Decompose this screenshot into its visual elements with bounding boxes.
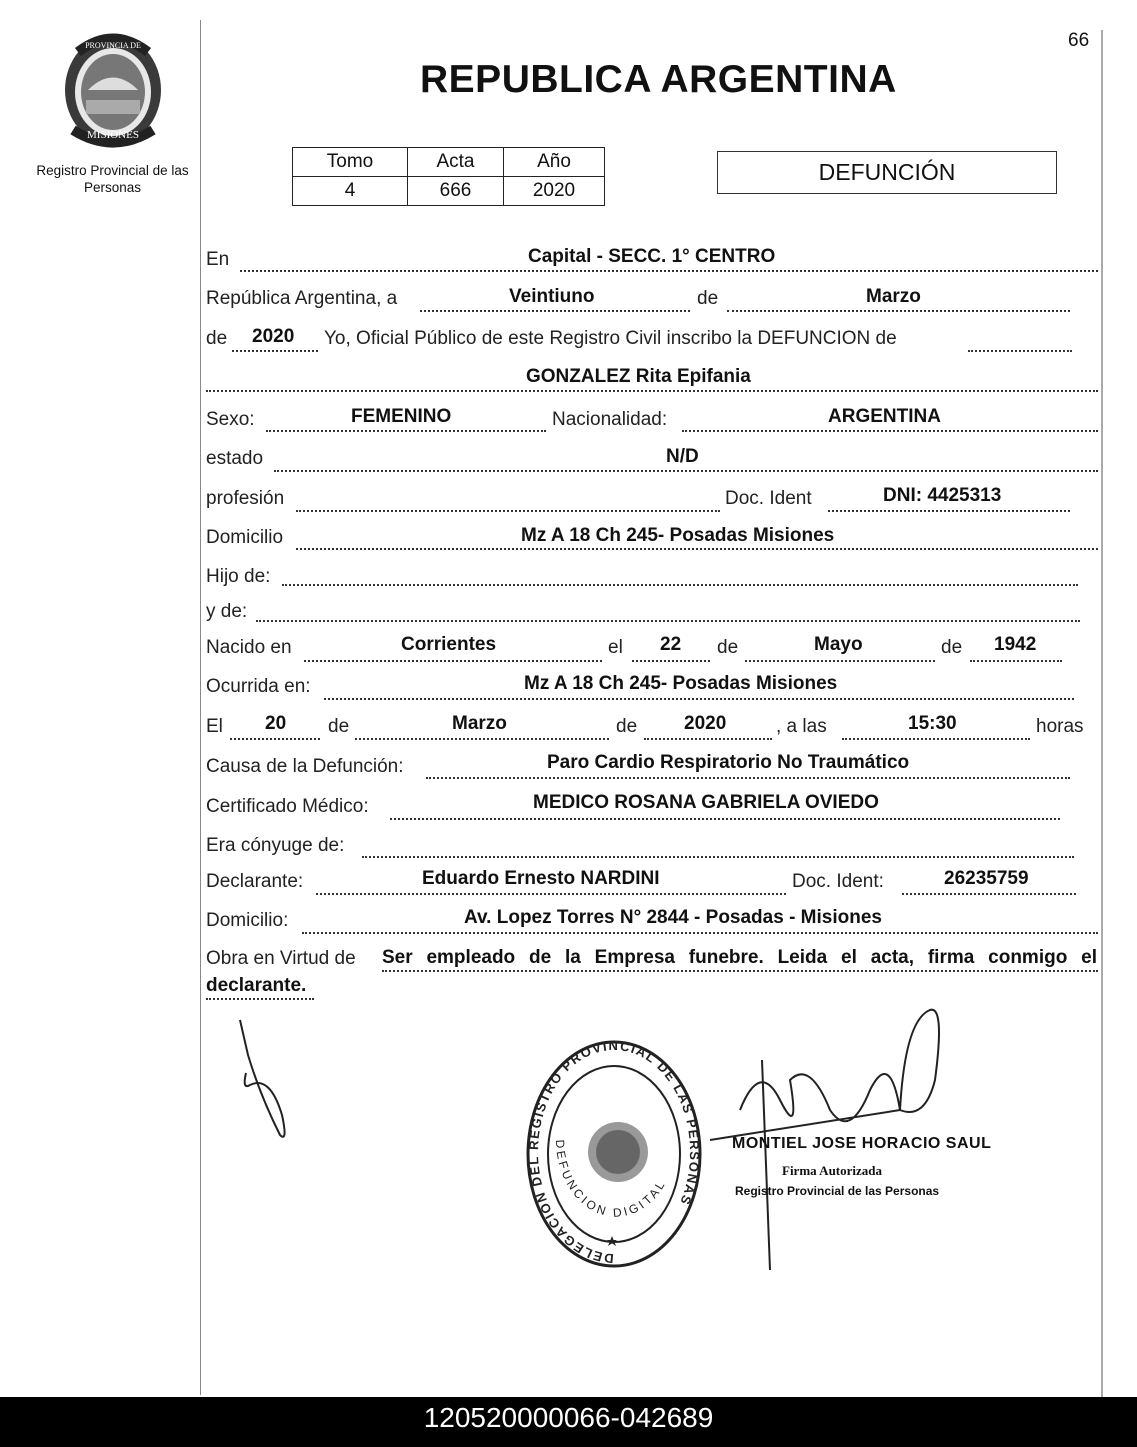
barcode-number: 120520000066-042689 [0, 1397, 1137, 1447]
domicilio-value: Mz A 18 Ch 245- Posadas Misiones [521, 525, 835, 546]
dotted-line [324, 698, 1074, 700]
dotted-line [282, 584, 1078, 586]
acta-table [292, 147, 605, 206]
dotted-line [362, 856, 1074, 858]
dotted-line [206, 998, 314, 1000]
death-year-value: 2020 [684, 713, 727, 734]
certificado-value: MEDICO ROSANA GABRIELA OVIEDO [533, 792, 879, 813]
obra-value-1: Ser empleado de la Empresa funebre. Leida el acta, firma conmigo el [382, 947, 1097, 968]
doc-ident-label: Doc. Ident [725, 488, 812, 509]
ocurrida-value: Mz A 18 Ch 245- Posadas Misiones [524, 673, 838, 694]
domicilio2-label: Domicilio: [206, 910, 289, 931]
birth-place-value: Corrientes [401, 634, 497, 655]
dni-value: DNI: 4425313 [883, 485, 1002, 506]
signatory-registry: Registro Provincial de las Personas [735, 1184, 940, 1198]
initials-scribble [230, 1015, 300, 1145]
republica-label: República Argentina, a [206, 288, 398, 309]
official-stamp [526, 1040, 702, 1268]
declarante-label: Declarante: [206, 871, 304, 892]
dotted-line [727, 310, 1070, 312]
de-label: de [941, 637, 963, 658]
page-number: 66 [1068, 30, 1090, 51]
de-label: de [616, 716, 638, 737]
dotted-line [902, 893, 1076, 895]
right-margin-line [1101, 30, 1103, 1400]
conyuge-label: Era cónyuge de: [206, 835, 345, 856]
alas-label: , a las [776, 716, 827, 737]
nacionalidad-label: Nacionalidad: [552, 409, 668, 430]
dotted-line [302, 932, 1098, 934]
day-written-value: Veintiuno [509, 286, 595, 307]
yde-label: y de: [206, 601, 248, 622]
registro-label: Registro Provincial de las Personas [36, 163, 189, 195]
month-value: Marzo [866, 286, 921, 307]
document-type-box: DEFUNCIÓN [717, 151, 1057, 194]
hijo-label: Hijo de: [206, 566, 271, 587]
dotted-line [682, 430, 1098, 432]
dotted-line [828, 510, 1070, 512]
de-label: de [206, 328, 228, 349]
declarante-value: Eduardo Ernesto NARDINI [422, 868, 660, 889]
ocurrida-label: Ocurrida en: [206, 676, 311, 697]
inscribo-text: Yo, Oficial Público de este Registro Civil inscribo la DEFUNCION de [324, 328, 897, 349]
deceased-name: GONZALEZ Rita Epifania [526, 366, 751, 387]
el-label: el [608, 637, 623, 658]
dotted-line [420, 310, 690, 312]
el-label: El [206, 716, 223, 737]
domicilio-label: Domicilio [206, 527, 284, 548]
birth-year-value: 1942 [994, 634, 1037, 655]
birth-day-value: 22 [660, 634, 682, 655]
horas-label: horas [1036, 716, 1084, 737]
stamp-inner-text: DEFUNCION DIGITAL [552, 1139, 669, 1220]
estado-label: estado [206, 448, 264, 469]
de-label: de [328, 716, 350, 737]
causa-value: Paro Cardio Respiratorio No Traumático [547, 752, 910, 773]
acta-value: 666 [408, 177, 504, 206]
dotted-line [970, 660, 1062, 662]
dotted-line [355, 738, 609, 740]
de-label: de [697, 288, 719, 309]
stamp-outer-text: DELEGACION DEL REGISTRO PROVINCIAL DE LAS PERSONAS [526, 1040, 702, 1267]
left-margin-line [200, 20, 201, 1395]
obra-value-2: declarante. [206, 975, 307, 996]
obra-label: Obra en Virtud de [206, 948, 356, 969]
birth-month-value: Mayo [814, 634, 863, 655]
nacionalidad-value: ARGENTINA [828, 406, 941, 427]
dotted-line [256, 620, 1080, 622]
dotted-line [426, 777, 1070, 779]
provincia-misiones-logo [58, 30, 168, 150]
dotted-line [644, 738, 772, 740]
logo-text-top: PROVINCIA DE [85, 41, 141, 50]
certificado-label: Certificado Médico: [206, 796, 369, 817]
tomo-header: Tomo [293, 148, 408, 177]
dotted-line [968, 350, 1072, 352]
dotted-line [296, 548, 1098, 550]
domicilio2-value: Av. Lopez Torres N° 2844 - Posadas - Misiones [464, 907, 882, 928]
logo-text-bottom: MISIONES [87, 129, 139, 141]
dotted-line [745, 660, 935, 662]
dotted-line [232, 350, 318, 352]
en-value: Capital - SECC. 1° CENTRO [528, 246, 776, 267]
dotted-line [390, 818, 1060, 820]
dotted-line [382, 970, 1098, 972]
dotted-line [842, 738, 1030, 740]
dotted-line [230, 738, 320, 740]
dotted-line [240, 270, 1098, 272]
declarante-doc-label: Doc. Ident: [792, 871, 884, 892]
de-label: de [717, 637, 739, 658]
estado-value: N/D [666, 446, 699, 467]
dotted-line [304, 660, 602, 662]
dotted-line [316, 893, 786, 895]
profesion-label: profesión [206, 488, 285, 509]
dotted-line [296, 510, 720, 512]
dotted-line [274, 470, 1098, 472]
death-day-value: 20 [265, 713, 287, 734]
acta-header: Acta [408, 148, 504, 177]
sexo-label: Sexo: [206, 409, 255, 430]
nacido-label: Nacido en [206, 637, 292, 658]
dotted-line [206, 390, 1098, 392]
causa-label: Causa de la Defunción: [206, 756, 404, 777]
signatory-role: Firma Autorizada [782, 1163, 883, 1178]
declarante-doc-value: 26235759 [944, 868, 1029, 889]
death-time-value: 15:30 [908, 713, 957, 734]
dotted-line [632, 660, 710, 662]
sexo-value: FEMENINO [351, 406, 452, 427]
dotted-line [266, 430, 546, 432]
tomo-value: 4 [293, 177, 408, 206]
anio-value: 2020 [504, 177, 605, 206]
year-value: 2020 [252, 326, 295, 347]
signatory-name: MONTIEL JOSE HORACIO SAUL [732, 1135, 992, 1152]
anio-header: Año [504, 148, 605, 177]
en-label: En [206, 249, 230, 270]
document-title: REPUBLICA ARGENTINA [420, 58, 897, 101]
death-month-value: Marzo [452, 713, 507, 734]
